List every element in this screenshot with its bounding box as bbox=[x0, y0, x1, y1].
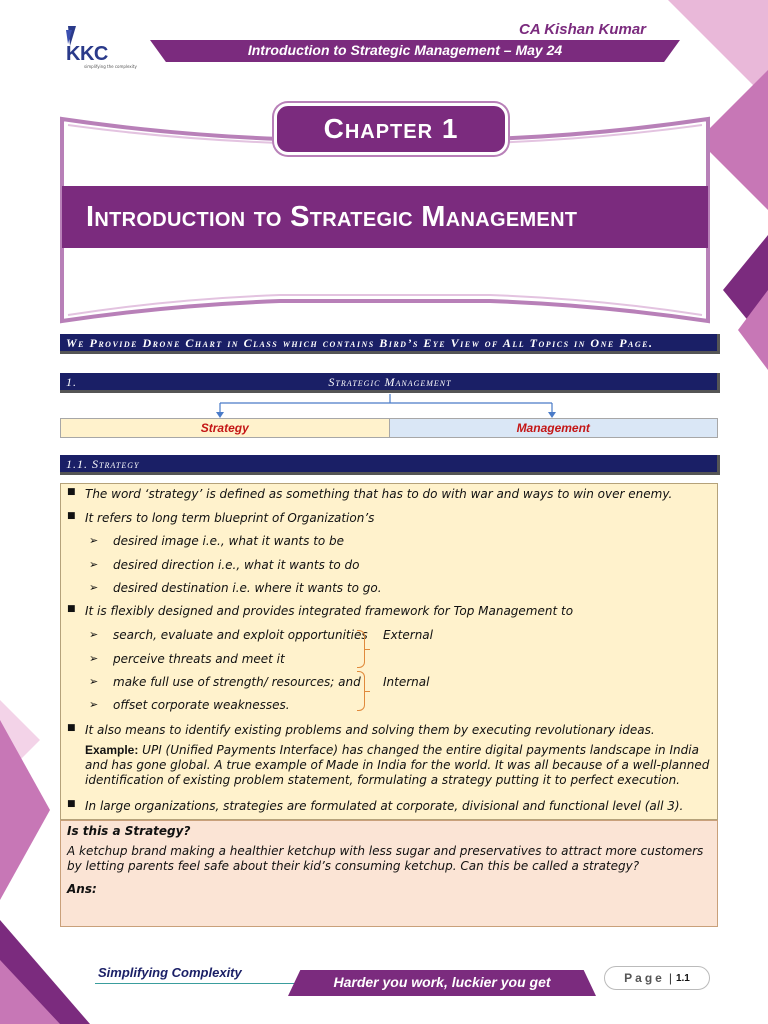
footer-motto: Harder you work, luckier you get bbox=[333, 974, 551, 990]
page-separator: | bbox=[668, 971, 672, 985]
decor-triangle bbox=[0, 720, 50, 900]
chapter-title: Introduction to Strategic Management bbox=[62, 186, 708, 248]
section-number: 1. bbox=[66, 375, 77, 389]
arrow-bullet-icon: ➢ bbox=[89, 534, 99, 547]
decor-triangle bbox=[0, 960, 60, 1024]
arrow-bullet-icon: ➢ bbox=[89, 558, 99, 571]
arrow-bullet-icon: ➢ bbox=[89, 628, 99, 641]
concept-boxes bbox=[60, 418, 718, 438]
bullet-icon: ■ bbox=[67, 604, 76, 614]
bullet-icon: ■ bbox=[67, 487, 76, 497]
question-panel bbox=[60, 820, 718, 927]
bullet-icon: ■ bbox=[67, 799, 76, 809]
drone-chart-note: We Provide Drone Chart in Class which contains Bird’s Eye View of All Topics in One Page. bbox=[60, 334, 720, 354]
bracket-tick bbox=[365, 649, 370, 650]
strategy-content-panel: ■ The word ‘strategy’ is defined as something that has to do with war and ways to win over enemy. ■ It refers to long term blueprint of Organization’s ➢ desired image i.e., what it wants to be ➢ desired direction i.e., what it wants to do ➢ desired destination i.e. where it wants to go. ■ It is flexibly designed and provides integrated framework for Top Management to ➢ search, evaluate and exploit opportunities ➢ perceive threats and meet it ➢ make full use of strength/ resources; and ➢ offset corporate weaknesses. External Internal ■ It also means to identify existing problems and solving them by executing revolutionary ideas. Example: UPI (Unified Payments Interface) has changed the entire digital payments landscape in India and has gone global. A true example of Made in India for the world. It was all because of a well-planned identification of existing problem statement, formulating a strategy putting it to perfect execution. ■ In large organizations, strategies are formulated at corporate, divisional and functional level (all 3). bbox=[60, 483, 718, 820]
chapter-label: Chapter 1 bbox=[274, 103, 508, 155]
arrow-bullet-icon: ➢ bbox=[89, 675, 99, 688]
strategy-box: Strategy bbox=[60, 418, 390, 438]
question-body: A ketchup brand making a healthier ketchup with less sugar and preservatives to attract more customers by letting parents feel safe about their kid’s consuming ketchup. Can this be called a strategy? bbox=[67, 844, 704, 873]
management-box: Management bbox=[390, 418, 719, 438]
bullet-icon: ■ bbox=[67, 511, 76, 521]
page-word: Page bbox=[624, 971, 665, 985]
answer-label: Ans: bbox=[67, 882, 97, 896]
footer-tagline: Simplifying Complexity bbox=[98, 965, 242, 980]
arrow-bullet-icon: ➢ bbox=[89, 581, 99, 594]
section-heading bbox=[60, 373, 720, 393]
footer-divider bbox=[95, 983, 315, 984]
bracket-tick bbox=[365, 691, 370, 692]
question-title: Is this a Strategy? bbox=[67, 824, 191, 838]
page-number: 1.1 bbox=[675, 972, 690, 984]
internal-label: Internal bbox=[383, 675, 430, 689]
example-text: UPI (Unified Payments Interface) has changed the entire digital payments landscape in India and has gone global. A true example of Made in India for the world. It was all because of a well-planned identification of existing problem statement, formulating a strategy putting it to perfect execution. bbox=[85, 743, 710, 787]
bullet-icon: ■ bbox=[67, 723, 76, 733]
section-title: Strategic Management bbox=[328, 375, 452, 389]
bracket-internal bbox=[357, 671, 365, 711]
page-indicator bbox=[604, 966, 710, 990]
subsection-heading: 1.1. Strategy bbox=[60, 455, 720, 475]
example-paragraph bbox=[85, 743, 711, 788]
tree-connector bbox=[0, 393, 768, 420]
logo-text: KKC bbox=[66, 43, 108, 65]
author-name: CA Kishan Kumar bbox=[519, 21, 646, 38]
header-title: Introduction to Strategic Management – May 24 bbox=[247, 42, 563, 58]
arrow-bullet-icon: ➢ bbox=[89, 652, 99, 665]
arrow-bullet-icon: ➢ bbox=[89, 698, 99, 711]
bracket-external bbox=[357, 630, 365, 668]
logo-tagline: simplifying the complexity bbox=[84, 64, 137, 69]
decor-triangle bbox=[738, 290, 768, 370]
example-label: Example: bbox=[85, 743, 139, 757]
external-label: External bbox=[383, 628, 433, 642]
